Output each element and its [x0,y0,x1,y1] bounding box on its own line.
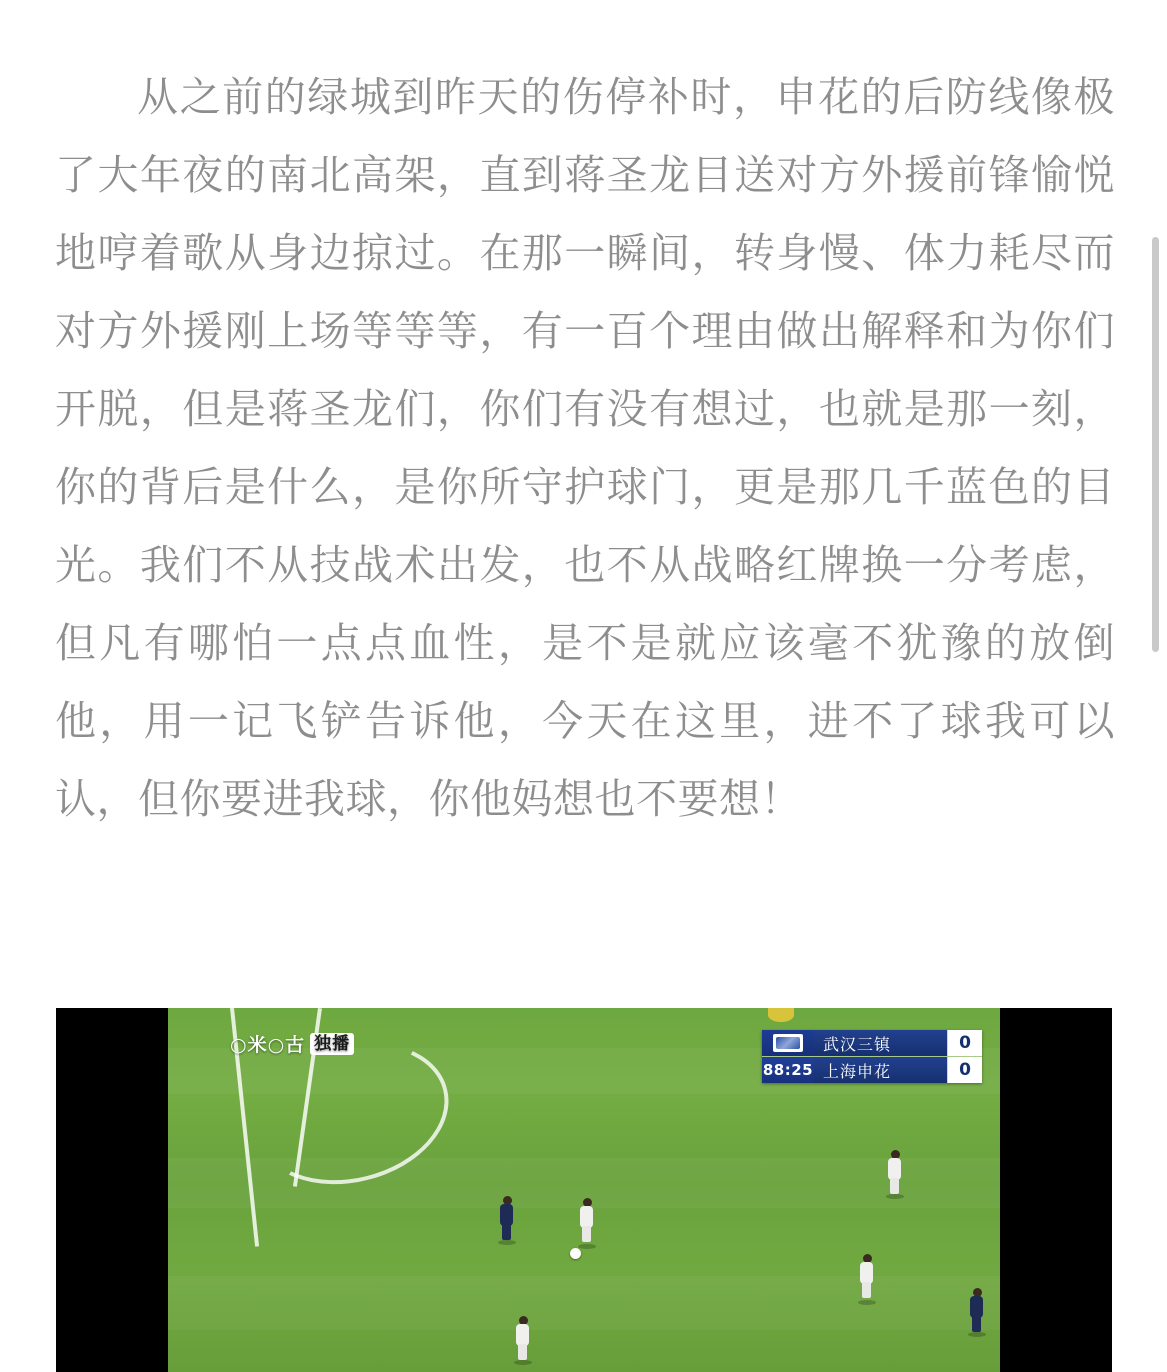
player-legs [890,1178,899,1194]
player-body [970,1296,983,1318]
player-shadow [514,1360,532,1365]
player-body [860,1262,873,1284]
football-pitch [168,1008,1000,1372]
exclusive-badge: 独播 [310,1033,354,1055]
player-body [888,1158,901,1180]
away-team-name: 上海申花 [814,1057,947,1083]
player-legs [972,1316,981,1332]
match-clock: 88:25 [762,1057,814,1083]
player-legs [518,1344,527,1360]
scoreboard-row-home [762,1030,982,1056]
player-shadow [968,1332,986,1337]
scoreboard [762,1030,982,1083]
player-shadow [886,1194,904,1199]
home-team-score: 0 [947,1030,982,1056]
away-team-score: 0 [947,1057,982,1083]
broadcaster-name: ○米○古 [230,1034,306,1056]
team-crest-icon [773,1034,803,1052]
player-body [516,1324,529,1346]
player-body [500,1204,513,1226]
scrollbar-thumb[interactable] [1152,237,1159,652]
home-team-name: 武汉三镇 [814,1030,947,1056]
player-legs [862,1282,871,1298]
article-paragraph: 从之前的绿城到昨天的伤停补时，申花的后防线像极了大年夜的南北高架，直到蒋圣龙目送对方外援前锋愉悦地哼着歌从身边掠过。在那一瞬间，转身慢、体力耗尽而对方外援刚上场等等等，有一百个理由做出解释和为你们开脱，但是蒋圣龙们，你们有没有想过，也就是那一刻，你的背后是什么，是你所守护球门，更是那几千蓝色的目光。我们不从技战术出发，也不从战略红牌换一分考虑，但凡有哪怕一点点血性，是不是就应该毫不犹豫的放倒他，用一记飞铲告诉他，今天在这里，进不了球我可以认，但你要进我球，你他妈想也不要想！ [55,73,1115,823]
player-legs [502,1224,511,1240]
corner-flag-icon [768,1008,794,1022]
video-screenshot[interactable] [56,1008,1112,1372]
league-logo-icon [762,1030,814,1056]
player-shadow [498,1240,516,1245]
player-shadow [858,1300,876,1305]
scrollbar-track[interactable] [1155,0,1163,1372]
player-legs [582,1226,591,1242]
player-shadow [578,1244,596,1249]
scoreboard-row-away [762,1057,982,1083]
football-icon [570,1248,581,1259]
broadcaster-watermark [230,1030,354,1057]
player-body [580,1206,593,1228]
